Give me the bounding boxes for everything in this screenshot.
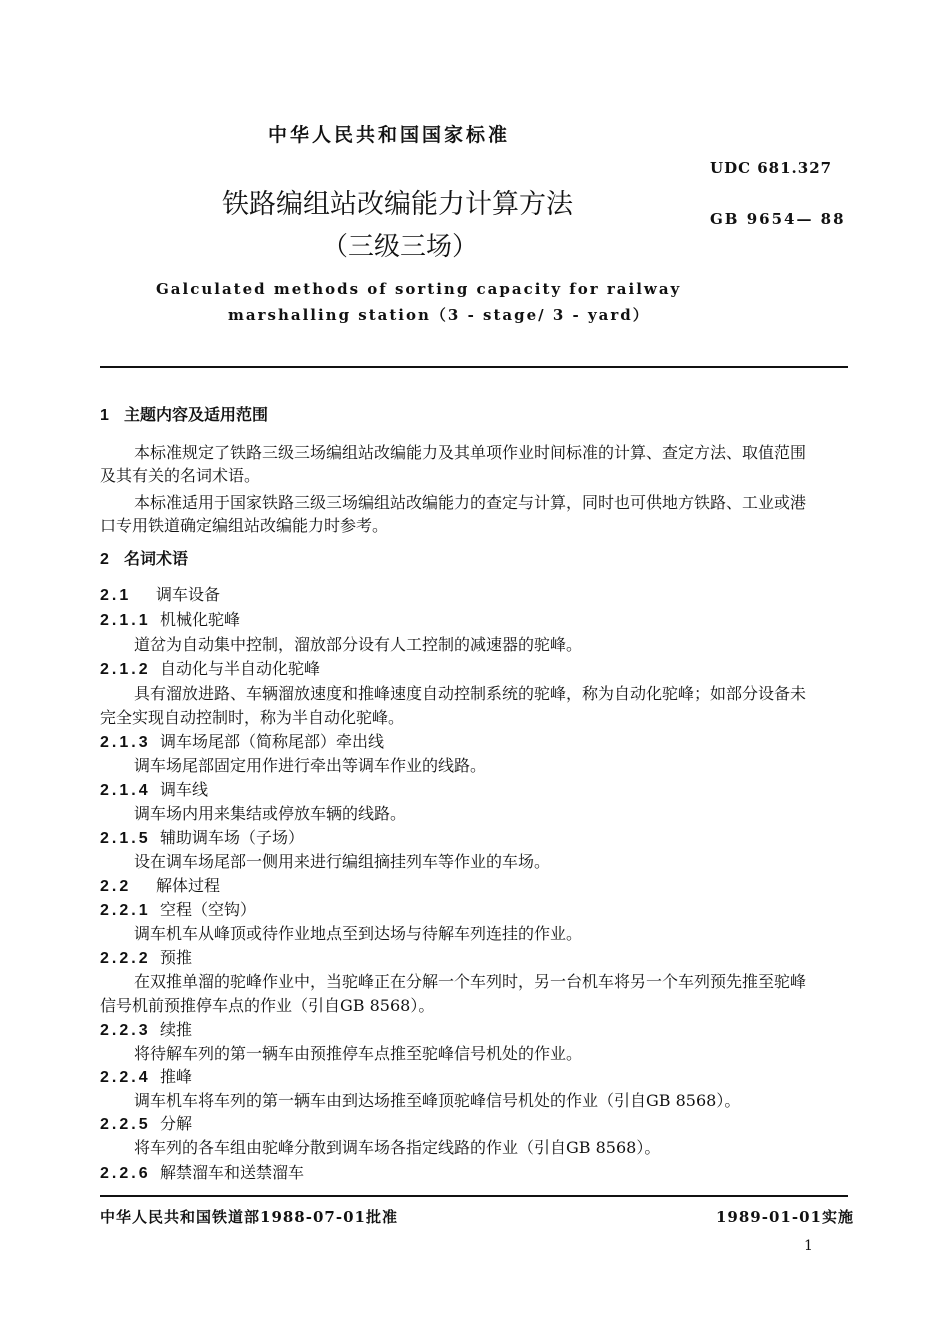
gb-standard-number: GB 9654— 88: [710, 210, 846, 228]
document-title: 铁路编组站改编能力计算方法: [222, 189, 573, 220]
section-heading-2: 2 名词术语: [100, 549, 189, 568]
body-2-1-4: 调车场内用来集结或停放车辆的线路。: [134, 804, 407, 823]
footer-divider: [100, 1195, 848, 1197]
heading-2-2-5: 2.2.5 分解: [100, 1114, 193, 1133]
paragraph-1-line2: 及其有关的名词术语。: [100, 466, 261, 485]
heading-2-2-6: 2.2.6 解禁溜车和送禁溜车: [100, 1163, 305, 1182]
body-2-2-2-line1: 在双推单溜的驼峰作业中，当驼峰正在分解一个车列时，另一台机车将另一个车列预先推至驼峰: [134, 972, 807, 991]
page-number: 1: [804, 1238, 813, 1254]
section-heading-1: 1 主题内容及适用范围: [100, 405, 269, 424]
udc-code: UDC 681.327: [710, 159, 833, 177]
body-2-1-2-line1: 具有溜放进路、车辆溜放速度和推峰速度自动控制系统的驼峰，称为自动化驼峰；如部分设备未: [134, 684, 807, 703]
document-subtitle: （三级三场）: [322, 232, 479, 262]
national-standard-label: 中华人民共和国国家标准: [268, 124, 511, 146]
heading-2-1-2: 2.1.2 自动化与半自动化驼峰: [100, 659, 321, 678]
body-2-2-1: 调车机车从峰顶或待作业地点至到达场与待解车列连挂的作业。: [134, 924, 583, 943]
heading-2-1-4: 2.1.4 调车线: [100, 780, 209, 799]
heading-2-2-1: 2.2.1 空程（空钩）: [100, 900, 257, 919]
english-title-line1: Galculated methods of sorting capacity for railway: [156, 280, 682, 298]
heading-2-2-3: 2.2.3 续推: [100, 1020, 193, 1039]
approval-date: 中华人民共和国铁道部1988-07-01批准: [100, 1208, 398, 1226]
paragraph-2-line1: 本标准适用于国家铁路三级三场编组站改编能力的查定与计算，同时也可供地方铁路、工业或港: [134, 493, 807, 512]
body-2-2-3: 将待解车列的第一辆车由预推停车点推至驼峰信号机处的作业。: [134, 1044, 583, 1063]
header-divider: [100, 366, 848, 368]
body-2-2-4: 调车机车将车列的第一辆车由到达场推至峰顶驼峰信号机处的作业（引自GB 8568）。: [134, 1091, 741, 1110]
body-2-1-5: 设在调车场尾部一侧用来进行编组摘挂列车等作业的车场。: [134, 852, 551, 871]
body-2-1-3: 调车场尾部固定用作进行牵出等调车作业的线路。: [134, 756, 487, 775]
body-2-2-2-line2: 信号机前预推停车点的作业（引自GB 8568）。: [100, 996, 435, 1015]
heading-2-1-3: 2.1.3 调车场尾部（简称尾部）牵出线: [100, 732, 385, 751]
effective-date: 1989-01-01实施: [716, 1208, 854, 1226]
english-title-line2: marshalling station（3 - stage/ 3 - yard）: [228, 306, 650, 324]
paragraph-1-line1: 本标准规定了铁路三级三场编组站改编能力及其单项作业时间标准的计算、查定方法、取值范围: [134, 443, 807, 462]
heading-2-2: 2.2 解体过程: [100, 876, 221, 895]
heading-2-2-2: 2.2.2 预推: [100, 948, 193, 967]
heading-2-2-4: 2.2.4 推峰: [100, 1067, 193, 1086]
body-2-1-1: 道岔为自动集中控制，溜放部分设有人工控制的减速器的驼峰。: [134, 635, 583, 654]
heading-2-1-1: 2.1.1 机械化驼峰: [100, 610, 241, 629]
heading-2-1-5: 2.1.5 辅助调车场（子场）: [100, 828, 305, 847]
body-2-2-5: 将车列的各车组由驼峰分散到调车场各指定线路的作业（引自GB 8568）。: [134, 1138, 661, 1157]
paragraph-2-line2: 口专用铁道确定编组站改编能力时参考。: [100, 516, 389, 535]
heading-2-1: 2.1 调车设备: [100, 585, 221, 604]
body-2-1-2-line2: 完全实现自动控制时，称为半自动化驼峰。: [100, 708, 405, 727]
